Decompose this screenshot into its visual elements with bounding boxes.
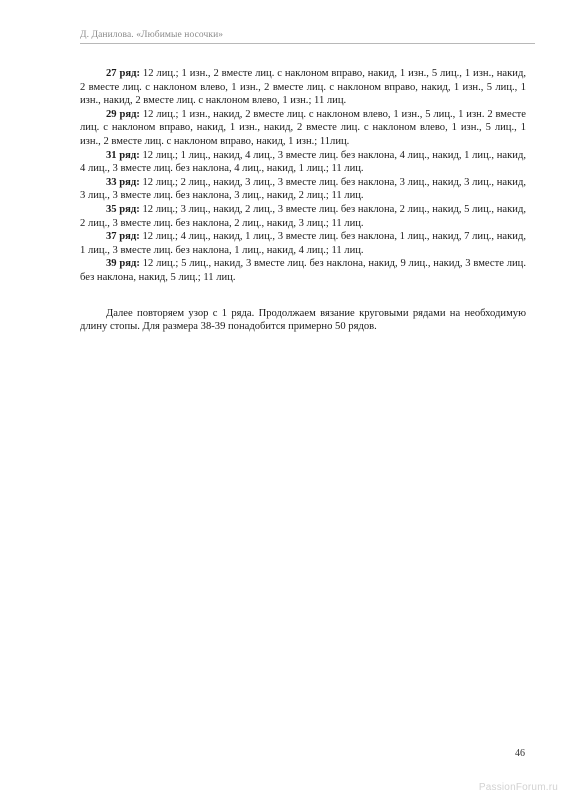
- row-text: 12 лиц.; 1 изн., накид, 2 вместе лиц. с наклоном влево, 1 изн., 5 лиц., 1 изн. 2 вместе лиц. с наклоном вправо, накид, 1 изн., накид, 2 вместе лиц. с наклоном влево, 1 изн., 5 лиц., 1 изн., 2 вместе лиц. с наклоном вправо, накид, 1 изн.; 11лиц.: [80, 108, 526, 147]
- row-33: [80, 176, 526, 203]
- row-label: 39 ряд:: [106, 258, 140, 270]
- closing-paragraph: Далее повторяем узор с 1 ряда. Продолжаем вязание круговыми рядами на необходимую длину стопы. Для размера 38-39 понадобится примерно 50 рядов.: [80, 307, 526, 333]
- row-35: [80, 203, 526, 230]
- row-text: 12 лиц.; 3 лиц., накид, 2 лиц., 3 вместе лиц. без наклона, 2 лиц., накид, 5 лиц., накид, 2 лиц., 3 вместе лиц. без наклона, 2 лиц., накид, 3 лиц.; 11 лиц.: [80, 203, 526, 229]
- row-text: 12 лиц.; 4 лиц., накид, 1 лиц., 3 вместе лиц. без наклона, 1 лиц., накид, 7 лиц., накид, 1 лиц., 3 вместе лиц. без наклона, 1 лиц., накид, 4 лиц.; 11 лиц.: [80, 231, 526, 256]
- watermark: PassionForum.ru: [478, 782, 558, 793]
- row-text: 12 лиц.; 5 лиц., накид, 3 вместе лиц. без наклона, накид, 9 лиц., накид, 3 вместе лиц. без наклона, накид, 5 лиц.; 11 лиц.: [80, 258, 526, 283]
- row-39: [80, 257, 526, 284]
- row-27: [80, 67, 526, 108]
- row-text: 12 лиц.; 2 лиц., накид, 3 лиц., 3 вместе лиц. без наклона, 3 лиц., накид, 3 лиц., накид, 3 лиц., 3 вместе лиц. без наклона, 3 лиц., накид, 2 лиц.; 11 лиц.: [80, 176, 526, 202]
- row-31: [80, 149, 526, 176]
- row-label: 33 ряд:: [106, 176, 140, 188]
- page-body: [80, 67, 526, 334]
- row-label: 31 ряд:: [106, 149, 140, 161]
- running-head: Д. Данилова. «Любимые носочки»: [80, 30, 224, 40]
- row-label: 35 ряд:: [106, 203, 140, 215]
- row-text: 12 лиц.; 1 лиц., накид, 4 лиц., 3 вместе лиц. без наклона, 4 лиц., накид, 1 лиц., накид, 4 лиц., 3 вместе лиц. без наклона, 4 лиц., накид, 1 лиц.; 11 лиц.: [80, 149, 526, 175]
- row-label: 29 ряд:: [106, 108, 140, 120]
- row-29: [80, 108, 526, 149]
- row-label: 37 ряд:: [106, 231, 140, 243]
- row-text: 12 лиц.; 1 изн., 2 вместе лиц. с наклоном вправо, накид, 1 изн., 5 лиц., 1 изн., накид, 2 вместе лиц. с наклоном влево, 1 изн., 2 вместе лиц. с наклоном вправо, накид, 1 изн., 5 лиц., 1 изн., накид, 2 вместе лиц. с наклоном влево, 1 изн.; 11 лиц.: [80, 68, 526, 107]
- page-number: 46: [515, 748, 525, 759]
- row-label: 27 ряд:: [106, 68, 141, 79]
- header-rule: [80, 43, 535, 44]
- row-37: [80, 230, 526, 257]
